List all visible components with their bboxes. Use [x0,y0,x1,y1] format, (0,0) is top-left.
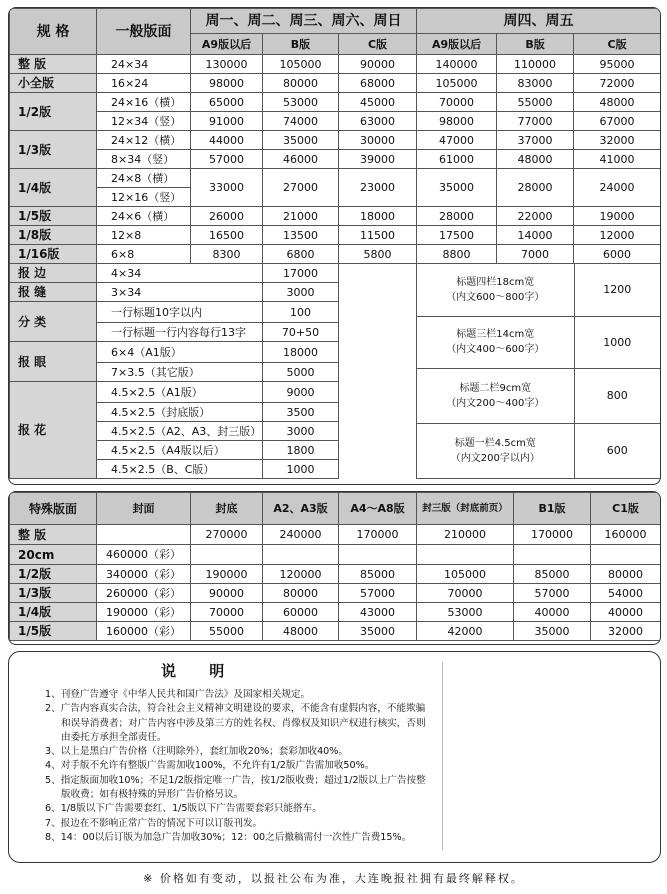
price-cell: 85000 [514,565,591,584]
special-header: 特殊版面 [10,493,97,525]
footer-note: ※ 价格如有变动，以报社公布为准，大连晚报社拥有最终解释权。 [143,872,524,885]
rate-box [417,316,574,368]
note-line: 8、14：00以后订版为加急广告加收30%；12：00之后撤稿需付一次性广告费15%。 [45,831,412,843]
table-row [10,74,661,93]
price-cell: 110000 [497,55,574,74]
price-cell: 57000 [191,150,263,169]
price-cell: 39000 [339,150,417,169]
table-row [10,245,661,264]
price-cell: 3500 [263,403,339,422]
price-cell: 47000 [417,131,497,150]
price-cell: 30000 [339,131,417,150]
row-label: 报 边 [10,264,97,283]
price-cell: 43000 [339,603,417,622]
table-row [10,131,661,150]
row-label: 1/8版 [10,226,97,245]
table-row [10,55,661,74]
price-cell: 22000 [497,207,574,226]
price-cell: 8800 [417,245,497,264]
table-row [10,622,661,641]
price-cell: 460000（彩） [97,545,191,565]
size-cell: 4.5×2.5（B、C版） [97,460,263,479]
special-rate-panel [8,491,661,645]
size-cell: 7×3.5（其它版） [97,363,263,382]
rate-box-title: 标题一栏4.5cm宽 [454,437,536,449]
table-row [10,525,661,545]
general-header: 一般版面 [97,9,191,55]
size-cell: 24×8（横） [97,169,191,188]
notes-title: 说 明 [161,662,239,680]
price-cell [339,545,417,565]
price-cell: 37000 [497,131,574,150]
price-cell: 90000 [191,584,263,603]
price-cell: 9000 [263,382,339,403]
row-label: 1/2版 [10,93,97,131]
price-cell: 14000 [497,226,574,245]
col-b-thu: B版 [497,34,574,55]
table-row [10,112,661,131]
price-cell: 53000 [263,93,339,112]
price-cell: 260000（彩） [97,584,191,603]
price-cell: 130000 [191,55,263,74]
price-cell [417,545,514,565]
table-row [10,207,661,226]
price-cell: 35000 [339,622,417,641]
price-cell: 1000 [574,316,660,368]
size-cell: 8×34（竖） [97,150,191,169]
rate-box-subtitle: （内文200字以内） [450,452,540,464]
price-cell: 27000 [263,169,339,207]
size-cell: 24×34 [97,55,191,74]
row-label: 1/4版 [10,603,97,622]
table-row [10,226,661,245]
price-cell: 6000 [574,245,661,264]
row-label: 1/3版 [10,584,97,603]
price-cell: 48000 [574,93,661,112]
price-cell: 70+50 [263,323,339,342]
rate-box-subtitle: （内文400～600字） [446,344,545,355]
price-cell: 55000 [497,93,574,112]
price-cell: 70000 [417,584,514,603]
price-cell: 210000 [417,525,514,545]
table-row [10,565,661,584]
col-b1: B1版 [514,493,591,525]
price-cell: 77000 [497,112,574,131]
price-cell: 80000 [263,584,339,603]
col-a4-a8: A4～A8版 [339,493,417,525]
size-cell: 6×4（A1版） [97,342,263,363]
note-line: 7、报边在不影响正常广告的情况下可以订版刊发。 [45,817,263,829]
price-cell: 98000 [191,74,263,93]
price-cell: 270000 [191,525,263,545]
price-cell: 45000 [339,93,417,112]
price-cell: 800 [574,368,660,423]
note-line: 3、以上是黑白广告价格（注明除外），套红加收20%；套彩加收40%。 [45,746,348,758]
price-cell: 21000 [263,207,339,226]
note-line: 1、刊登广告遵守《中华人民共和国广告法》及国家相关规定。 [45,689,311,700]
notes-panel [8,651,661,863]
price-cell: 80000 [263,74,339,93]
price-cell: 100 [263,302,339,323]
price-cell: 65000 [191,93,263,112]
col-a9-thu: A9版以后 [417,34,497,55]
price-cell: 35000 [417,169,497,207]
note-line: 版收费；如有极特殊的异形广告价格另议。 [61,789,244,801]
note-line: 由委托方承担全部责任。 [61,731,167,743]
price-cell: 18000 [339,207,417,226]
price-cell: 48000 [497,150,574,169]
size-cell: 4.5×2.5（封底版） [97,403,263,422]
price-cell: 170000 [339,525,417,545]
spec-header: 规 格 [10,9,97,55]
price-cell: 40000 [514,603,591,622]
price-cell: 61000 [417,150,497,169]
price-cell: 57000 [514,584,591,603]
rate-box [417,368,574,423]
table-row [10,150,661,169]
col-c: C版 [339,34,417,55]
note-line: 和误导消费者；对广告内容中涉及第三方的姓名权、肖像权及知识产权进行核实，否则 [61,717,426,729]
table-row [10,603,661,622]
price-cell: 24000 [574,169,661,207]
price-cell: 23000 [339,169,417,207]
price-cell: 1000 [263,460,339,479]
price-cell: 240000 [263,525,339,545]
row-label: 报 缝 [10,283,97,302]
price-cell: 53000 [417,603,514,622]
rate-box-title: 标题二栏9cm宽 [459,382,532,394]
price-cell: 26000 [191,207,263,226]
price-cell: 16500 [191,226,263,245]
price-cell [591,545,661,565]
price-cell: 33000 [191,169,263,207]
divider [442,662,443,850]
price-cell: 40000 [591,603,661,622]
price-cell: 105000 [417,74,497,93]
price-cell: 55000 [191,622,263,641]
price-cell: 46000 [263,150,339,169]
row-label: 1/16版 [10,245,97,264]
row-label: 1/5版 [10,207,97,226]
price-cell: 42000 [417,622,514,641]
col-a9: A9版以后 [191,34,263,55]
size-cell: 24×16（横） [97,93,191,112]
price-cell: 105000 [263,55,339,74]
size-cell: 6×8 [97,245,191,264]
size-cell: 4.5×2.5（A4版以后） [97,441,263,460]
price-cell: 70000 [191,603,263,622]
col-cover: 封面 [97,493,191,525]
table-row [10,584,661,603]
table-row [10,169,661,188]
price-cell: 160000（彩） [97,622,191,641]
price-cell: 120000 [263,565,339,584]
row-label: 20cm [10,545,97,565]
price-cell: 85000 [339,565,417,584]
col-third-cover: 封三版（封底前页） [417,493,514,525]
table-row [417,316,660,368]
article-rate-area [417,264,661,479]
row-label: 1/5版 [10,622,97,641]
price-cell: 90000 [339,55,417,74]
size-cell: 3×34 [97,283,263,302]
note-line: 6、1/8版以下广告需要套红、1/5版以下广告需要套彩只能搭车。 [45,803,322,815]
size-cell: 12×8 [97,226,191,245]
row-label: 1/3版 [10,131,97,169]
table-row [417,264,660,316]
col-back-cover: 封底 [191,493,263,525]
size-cell: 12×16（竖） [97,188,191,207]
price-cell: 5800 [339,245,417,264]
price-cell: 600 [574,423,660,478]
standard-rates-table [9,8,661,479]
row-label: 整 版 [10,55,97,74]
col-b: B版 [263,34,339,55]
price-cell: 19000 [574,207,661,226]
price-cell: 67000 [574,112,661,131]
price-cell: 17500 [417,226,497,245]
price-cell [191,545,263,565]
price-cell: 32000 [574,131,661,150]
price-cell: 5000 [263,363,339,382]
table-row [417,423,660,478]
rate-box-subtitle: （内文200～400字） [446,397,545,409]
price-cell: 35000 [514,622,591,641]
price-cell: 190000（彩） [97,603,191,622]
row-label: 1/2版 [10,565,97,584]
size-cell: 4×34 [97,264,263,283]
price-cell: 60000 [263,603,339,622]
note-line: 5、指定版面加收10%；不足1/2版指定唯一广告，按1/2版收费；超过1/2版以上广告按整 [45,774,426,786]
size-cell: 24×6（横） [97,207,191,226]
row-label: 分 类 [10,302,97,342]
special-rates-table [9,492,661,641]
size-cell: 24×12（横） [97,131,191,150]
price-cell: 74000 [263,112,339,131]
price-cell: 72000 [574,74,661,93]
price-cell: 91000 [191,112,263,131]
price-cell: 35000 [263,131,339,150]
price-cell: 7000 [497,245,574,264]
price-cell: 105000 [417,565,514,584]
price-cell: 48000 [263,622,339,641]
note-line: 4、对手版不允许有整版广告需加收100%，不允许有1/2版广告需加收50%。 [45,760,375,772]
col-c-thu: C版 [574,34,661,55]
rate-box-title: 标题四栏18cm宽 [456,276,535,288]
price-cell: 1800 [263,441,339,460]
price-cell: 1200 [574,264,660,316]
size-cell: 一行标题一行内容每行13字 [97,323,263,342]
price-cell: 54000 [591,584,661,603]
rate-box [417,423,574,478]
col-a2-a3: A2、A3版 [263,493,339,525]
row-label: 整 版 [10,525,97,545]
row-label: 报 花 [10,382,97,479]
row-label: 1/4版 [10,169,97,207]
price-cell: 57000 [339,584,417,603]
price-cell: 18000 [263,342,339,363]
price-cell: 6800 [263,245,339,264]
price-cell [263,545,339,565]
price-cell: 12000 [574,226,661,245]
col-c1: C1版 [591,493,661,525]
article-rate-table [417,264,660,478]
note-line: 2、广告内容真实合法，符合社会主义精神文明建设的要求，不能含有虚假内容，不能欺骗 [45,703,426,715]
price-cell: 70000 [417,93,497,112]
price-cell: 83000 [497,74,574,93]
size-cell: 4.5×2.5（A2、A3、封三版） [97,422,263,441]
rate-box [417,264,574,316]
price-cell: 340000（彩） [97,565,191,584]
price-cell: 13500 [263,226,339,245]
price-cell: 160000 [591,525,661,545]
price-cell: 95000 [574,55,661,74]
price-cell [97,525,191,545]
row-label: 小全版 [10,74,97,93]
size-cell: 12×34（竖） [97,112,191,131]
price-cell: 63000 [339,112,417,131]
price-cell: 41000 [574,150,661,169]
rate-box-title: 标题三栏14cm宽 [456,329,535,340]
price-cell: 170000 [514,525,591,545]
price-cell: 44000 [191,131,263,150]
price-cell: 17000 [263,264,339,283]
rate-table-panel [8,7,661,485]
size-cell: 4.5×2.5（A1版） [97,382,263,403]
table-row [10,264,661,283]
price-cell: 98000 [417,112,497,131]
price-cell: 190000 [191,565,263,584]
price-cell: 68000 [339,74,417,93]
size-cell: 16×24 [97,74,191,93]
row-label: 报 眼 [10,342,97,382]
weekday-group1-header: 周一、周二、周三、周六、周日 [191,9,417,34]
price-cell: 28000 [417,207,497,226]
size-cell: 一行标题10字以内 [97,302,263,323]
price-cell: 11500 [339,226,417,245]
price-cell: 32000 [591,622,661,641]
table-row [417,368,660,423]
blank-area [339,264,417,479]
notes-list [45,688,426,845]
price-cell: 140000 [417,55,497,74]
table-row [10,545,661,565]
table-row [10,93,661,112]
price-cell: 80000 [591,565,661,584]
price-cell: 3000 [263,283,339,302]
rate-box-subtitle: （内文600～800字） [446,291,545,303]
price-cell: 8300 [191,245,263,264]
price-cell: 28000 [497,169,574,207]
weekday-group2-header: 周四、周五 [417,9,661,34]
price-cell: 3000 [263,422,339,441]
price-cell [514,545,591,565]
